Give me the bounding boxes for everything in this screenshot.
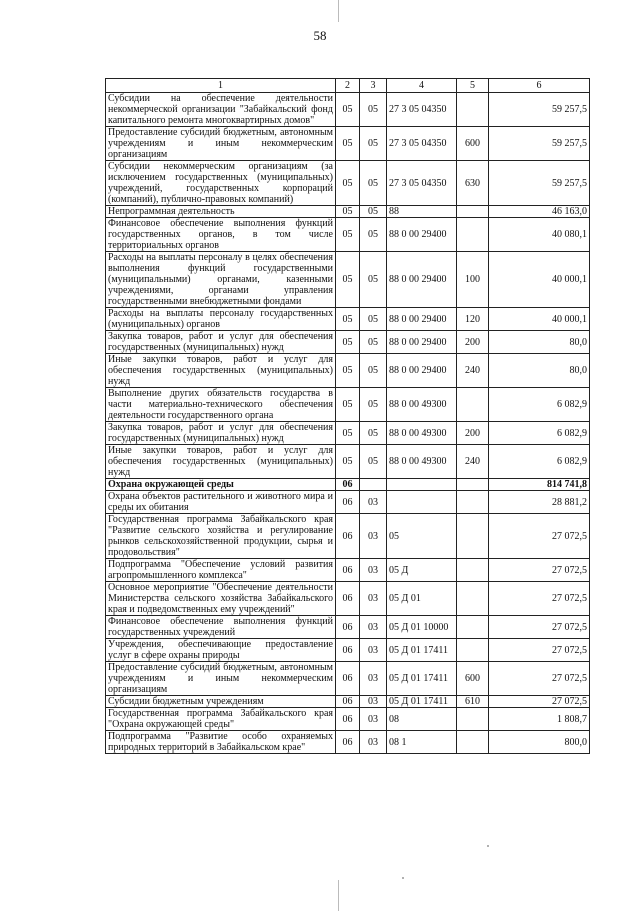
row-amount: 46 163,0 (489, 206, 590, 218)
row-expense-type: 610 (457, 696, 489, 708)
row-subsection: 03 (360, 559, 387, 582)
row-section: 05 (336, 422, 360, 445)
row-name: Предоставление субсидий бюджетным, автономным учреждениям и иным некоммерческим организациям (106, 127, 336, 161)
row-expense-type (457, 708, 489, 731)
row-amount: 27 072,5 (489, 639, 590, 662)
row-subsection: 05 (360, 93, 387, 127)
row-section: 05 (336, 161, 360, 206)
row-target-code: 88 (387, 206, 457, 218)
row-target-code: 88 0 00 49300 (387, 445, 457, 479)
table-row (106, 639, 590, 662)
row-name: Субсидии некоммерческим организациям (за исключением государственных (муниципальных) учреждений, государственных корпораций (компаний), публично-правовых компаний) (106, 161, 336, 206)
table-row (106, 582, 590, 616)
row-target-code: 88 0 00 49300 (387, 422, 457, 445)
table-row (106, 93, 590, 127)
row-expense-type (457, 218, 489, 252)
row-target-code: 88 0 00 29400 (387, 354, 457, 388)
row-target-code: 88 0 00 29400 (387, 308, 457, 331)
row-name: Государственная программа Забайкальского края "Развитие сельского хозяйства и регулирование рынков сельскохозяйственной продукции, сырья и продовольствия" (106, 514, 336, 559)
row-subsection: 05 (360, 127, 387, 161)
row-subsection: 03 (360, 514, 387, 559)
row-amount: 6 082,9 (489, 388, 590, 422)
row-subsection: 05 (360, 218, 387, 252)
row-section: 05 (336, 206, 360, 218)
row-subsection: 03 (360, 639, 387, 662)
row-name: Расходы на выплаты персоналу в целях обеспечения выполнения функций государственными (муниципальными) органами, казенными учреждениями, органами управления государственными внебюджетными фондами (106, 252, 336, 308)
row-expense-type: 630 (457, 161, 489, 206)
row-amount: 800,0 (489, 731, 590, 754)
row-name: Подпрограмма "Обеспечение условий развития агропромышленного комплекса" (106, 559, 336, 582)
table-row (106, 388, 590, 422)
row-amount: 59 257,5 (489, 127, 590, 161)
row-target-code: 27 3 05 04350 (387, 127, 457, 161)
row-target-code: 88 0 00 29400 (387, 252, 457, 308)
row-subsection: 03 (360, 708, 387, 731)
row-subsection (360, 479, 387, 491)
table-header-row (106, 79, 590, 93)
row-expense-type: 200 (457, 331, 489, 354)
row-target-code: 27 3 05 04350 (387, 93, 457, 127)
row-section: 06 (336, 696, 360, 708)
row-section: 05 (336, 308, 360, 331)
row-expense-type (457, 206, 489, 218)
row-name: Финансовое обеспечение выполнения функций государственных органов, в том числе территориальных органов (106, 218, 336, 252)
row-expense-type (457, 731, 489, 754)
table-row (106, 206, 590, 218)
row-name: Охрана объектов растительного и животного мира и среды их обитания (106, 491, 336, 514)
row-subsection: 03 (360, 582, 387, 616)
row-amount: 28 881,2 (489, 491, 590, 514)
row-amount: 59 257,5 (489, 161, 590, 206)
row-expense-type: 240 (457, 445, 489, 479)
row-subsection: 05 (360, 252, 387, 308)
row-name: Подпрограмма "Развитие особо охраняемых природных территорий в Забайкальском крае" (106, 731, 336, 754)
row-section: 06 (336, 708, 360, 731)
col-header-expense-type: 5 (457, 79, 489, 93)
row-target-code: 08 1 (387, 731, 457, 754)
table-row (106, 354, 590, 388)
row-name: Предоставление субсидий бюджетным, автономным учреждениям и иным некоммерческим организациям (106, 662, 336, 696)
row-amount: 80,0 (489, 354, 590, 388)
fold-line-top (338, 0, 339, 22)
row-target-code (387, 479, 457, 491)
row-amount: 59 257,5 (489, 93, 590, 127)
row-amount: 27 072,5 (489, 662, 590, 696)
row-section: 06 (336, 639, 360, 662)
row-target-code: 05 (387, 514, 457, 559)
row-target-code: 88 0 00 29400 (387, 218, 457, 252)
row-section: 06 (336, 662, 360, 696)
table-row (106, 127, 590, 161)
row-name: Субсидии на обеспечение деятельности некоммерческой организации "Забайкальский фонд капитального ремонта многоквартирных домов" (106, 93, 336, 127)
table-row (106, 731, 590, 754)
row-amount: 40 000,1 (489, 308, 590, 331)
table-row (106, 479, 590, 491)
row-name: Выполнение других обязательств государства в части материально-технического обеспечения деятельности государственного органа (106, 388, 336, 422)
row-name: Расходы на выплаты персоналу государственных (муниципальных) органов (106, 308, 336, 331)
row-subsection: 03 (360, 696, 387, 708)
row-subsection: 05 (360, 331, 387, 354)
row-expense-type: 600 (457, 662, 489, 696)
row-subsection: 05 (360, 206, 387, 218)
row-amount: 1 808,7 (489, 708, 590, 731)
row-section: 06 (336, 479, 360, 491)
row-expense-type (457, 93, 489, 127)
table-row (106, 696, 590, 708)
row-amount: 6 082,9 (489, 445, 590, 479)
row-amount: 40 080,1 (489, 218, 590, 252)
row-expense-type: 120 (457, 308, 489, 331)
table-row (106, 161, 590, 206)
table-row (106, 514, 590, 559)
row-name: Закупка товаров, работ и услуг для обеспечения государственных (муниципальных) нужд (106, 331, 336, 354)
table-row (106, 491, 590, 514)
row-name: Финансовое обеспечение выполнения функций государственных учреждений (106, 616, 336, 639)
row-section: 06 (336, 559, 360, 582)
row-target-code: 05 Д 01 10000 (387, 616, 457, 639)
row-expense-type (457, 582, 489, 616)
row-subsection: 05 (360, 388, 387, 422)
row-amount: 27 072,5 (489, 514, 590, 559)
row-section: 05 (336, 445, 360, 479)
row-expense-type: 100 (457, 252, 489, 308)
row-name: Государственная программа Забайкальского края "Охрана окружающей среды" (106, 708, 336, 731)
row-section: 05 (336, 127, 360, 161)
row-expense-type: 600 (457, 127, 489, 161)
row-expense-type: 240 (457, 354, 489, 388)
row-amount: 27 072,5 (489, 616, 590, 639)
col-header-name: 1 (106, 79, 336, 93)
row-target-code: 05 Д 01 17411 (387, 662, 457, 696)
row-subsection: 05 (360, 354, 387, 388)
table-row (106, 559, 590, 582)
table-row (106, 708, 590, 731)
row-amount: 80,0 (489, 331, 590, 354)
row-amount: 27 072,5 (489, 696, 590, 708)
row-target-code: 27 3 05 04350 (387, 161, 457, 206)
row-name: Иные закупки товаров, работ и услуг для обеспечения государственных (муниципальных) нужд (106, 445, 336, 479)
row-subsection: 03 (360, 616, 387, 639)
row-section: 06 (336, 491, 360, 514)
row-target-code: 05 Д 01 (387, 582, 457, 616)
row-amount: 40 000,1 (489, 252, 590, 308)
col-header-section: 2 (336, 79, 360, 93)
row-expense-type (457, 479, 489, 491)
row-section: 05 (336, 388, 360, 422)
row-name: Основное мероприятие "Обеспечение деятельности Министерства сельского хозяйства Забайкальского края и подведомственных ему учреждений" (106, 582, 336, 616)
table-row (106, 422, 590, 445)
table-row (106, 331, 590, 354)
row-section: 05 (336, 93, 360, 127)
table-row (106, 218, 590, 252)
row-expense-type: 200 (457, 422, 489, 445)
row-target-code: 08 (387, 708, 457, 731)
row-expense-type (457, 491, 489, 514)
row-name: Охрана окружающей среды (106, 479, 336, 491)
table-row (106, 308, 590, 331)
row-name: Закупка товаров, работ и услуг для обеспечения государственных (муниципальных) нужд (106, 422, 336, 445)
row-name: Субсидии бюджетным учреждениям (106, 696, 336, 708)
row-expense-type (457, 388, 489, 422)
row-target-code: 88 0 00 29400 (387, 331, 457, 354)
row-section: 06 (336, 616, 360, 639)
page-number: 58 (313, 28, 327, 43)
row-expense-type (457, 559, 489, 582)
row-expense-type (457, 639, 489, 662)
row-subsection: 05 (360, 161, 387, 206)
row-section: 05 (336, 252, 360, 308)
row-section: 06 (336, 731, 360, 754)
table-row (106, 662, 590, 696)
row-target-code: 88 0 00 49300 (387, 388, 457, 422)
row-section: 05 (336, 218, 360, 252)
row-amount: 814 741,8 (489, 479, 590, 491)
row-section: 06 (336, 514, 360, 559)
col-header-amount: 6 (489, 79, 590, 93)
row-name: Иные закупки товаров, работ и услуг для обеспечения государственных (муниципальных) нужд (106, 354, 336, 388)
scan-speck (487, 845, 489, 847)
row-subsection: 03 (360, 662, 387, 696)
row-target-code (387, 491, 457, 514)
col-header-subsection: 3 (360, 79, 387, 93)
table-row (106, 616, 590, 639)
row-amount: 27 072,5 (489, 559, 590, 582)
row-expense-type (457, 616, 489, 639)
scan-speck (402, 877, 404, 879)
row-target-code: 05 Д (387, 559, 457, 582)
row-section: 05 (336, 331, 360, 354)
row-subsection: 03 (360, 491, 387, 514)
row-section: 06 (336, 582, 360, 616)
table-row (106, 252, 590, 308)
row-subsection: 03 (360, 731, 387, 754)
row-amount: 6 082,9 (489, 422, 590, 445)
row-subsection: 05 (360, 445, 387, 479)
row-amount: 27 072,5 (489, 582, 590, 616)
budget-table (105, 78, 590, 754)
row-target-code: 05 Д 01 17411 (387, 696, 457, 708)
row-name: Непрограммная деятельность (106, 206, 336, 218)
row-subsection: 05 (360, 308, 387, 331)
row-target-code: 05 Д 01 17411 (387, 639, 457, 662)
fold-line-bottom (338, 880, 339, 911)
row-name: Учреждения, обеспечивающие предоставление услуг в сфере охраны природы (106, 639, 336, 662)
table-row (106, 445, 590, 479)
col-header-target-code: 4 (387, 79, 457, 93)
row-section: 05 (336, 354, 360, 388)
row-subsection: 05 (360, 422, 387, 445)
row-expense-type (457, 514, 489, 559)
